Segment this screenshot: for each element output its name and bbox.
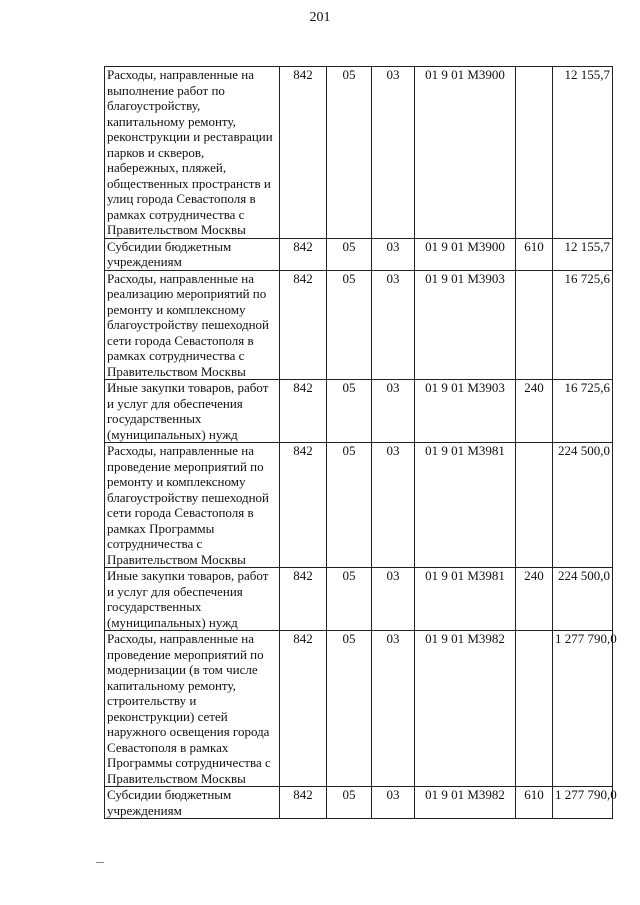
- amount-cell: 224 500,0: [553, 443, 613, 568]
- row-name-cell: Иные закупки товаров, работ и услуг для обеспечения государственных (муниципальных) нужд: [105, 568, 280, 631]
- target-article-cell: 01 9 01 М3982: [415, 631, 516, 787]
- expense-type-cell: [516, 67, 553, 239]
- amount-cell: 16 725,6: [553, 270, 613, 380]
- subsection-code-cell: 03: [372, 631, 415, 787]
- grbs-code-cell: 842: [280, 787, 327, 819]
- grbs-code-cell: 842: [280, 631, 327, 787]
- section-code-cell: 05: [327, 238, 372, 270]
- expense-type-cell: [516, 631, 553, 787]
- target-article-cell: 01 9 01 М3903: [415, 380, 516, 443]
- row-name-cell: Расходы, направленные на выполнение работ по благоустройству, капитальному ремонту, реконструкции и реставрации парков и скверов, набережных, пляжей, общественных пространств и улиц города Севастополя в рамках сотрудничества с Правительством Москвы: [105, 67, 280, 239]
- table-row: [105, 443, 613, 568]
- subsection-code-cell: 03: [372, 787, 415, 819]
- table-row: [105, 568, 613, 631]
- subsection-code-cell: 03: [372, 238, 415, 270]
- target-article-cell: 01 9 01 М3900: [415, 67, 516, 239]
- section-code-cell: 05: [327, 380, 372, 443]
- grbs-code-cell: 842: [280, 238, 327, 270]
- grbs-code-cell: 842: [280, 270, 327, 380]
- section-code-cell: 05: [327, 787, 372, 819]
- target-article-cell: 01 9 01 М3981: [415, 568, 516, 631]
- amount-cell: 224 500,0: [553, 568, 613, 631]
- target-article-cell: 01 9 01 М3981: [415, 443, 516, 568]
- amount-cell: 1 277 790,0: [553, 631, 613, 787]
- row-name-cell: Расходы, направленные на проведение мероприятий по ремонту и комплексному благоустройству пешеходной сети города Севастополя в рамках Программы сотрудничества с Правительством Москвы: [105, 443, 280, 568]
- expense-type-cell: 240: [516, 568, 553, 631]
- row-name-cell: Расходы, направленные на проведение мероприятий по модернизации (в том числе капитальному ремонту, строительству и реконструкции) сетей наружного освещения города Севастополя в рамках Программы сотрудничества с Правительством Москвы: [105, 631, 280, 787]
- target-article-cell: 01 9 01 М3900: [415, 238, 516, 270]
- section-code-cell: 05: [327, 270, 372, 380]
- expense-type-cell: [516, 270, 553, 380]
- table-row: [105, 238, 613, 270]
- row-name-cell: Субсидии бюджетным учреждениям: [105, 238, 280, 270]
- target-article-cell: 01 9 01 М3982: [415, 787, 516, 819]
- amount-cell: 12 155,7: [553, 67, 613, 239]
- amount-cell: 12 155,7: [553, 238, 613, 270]
- target-article-cell: 01 9 01 М3903: [415, 270, 516, 380]
- section-code-cell: 05: [327, 443, 372, 568]
- grbs-code-cell: 842: [280, 67, 327, 239]
- section-code-cell: 05: [327, 568, 372, 631]
- row-name-cell: Расходы, направленные на реализацию мероприятий по ремонту и комплексному благоустройству пешеходной сети города Севастополя в рамках сотрудничества с Правительством Москвы: [105, 270, 280, 380]
- table-row: [105, 380, 613, 443]
- grbs-code-cell: 842: [280, 443, 327, 568]
- table-row: [105, 270, 613, 380]
- expense-type-cell: 240: [516, 380, 553, 443]
- section-code-cell: 05: [327, 67, 372, 239]
- budget-table: [104, 66, 617, 819]
- table-row: [105, 631, 613, 787]
- row-name-cell: Субсидии бюджетным учреждениям: [105, 787, 280, 819]
- expense-type-cell: [516, 443, 553, 568]
- subsection-code-cell: 03: [372, 568, 415, 631]
- page-number: 201: [309, 10, 331, 25]
- subsection-code-cell: 03: [372, 443, 415, 568]
- footer-mark: [96, 862, 104, 863]
- row-name-cell: Иные закупки товаров, работ и услуг для обеспечения государственных (муниципальных) нужд: [105, 380, 280, 443]
- grbs-code-cell: 842: [280, 568, 327, 631]
- expense-type-cell: 610: [516, 238, 553, 270]
- section-code-cell: 05: [327, 631, 372, 787]
- budget-table-body: [105, 67, 617, 819]
- grbs-code-cell: 842: [280, 380, 327, 443]
- expense-type-cell: 610: [516, 787, 553, 819]
- table-row: [105, 67, 613, 239]
- subsection-code-cell: 03: [372, 380, 415, 443]
- subsection-code-cell: 03: [372, 270, 415, 380]
- subsection-code-cell: 03: [372, 67, 415, 239]
- table-row: [105, 787, 613, 819]
- amount-cell: 1 277 790,0: [553, 787, 613, 819]
- amount-cell: 16 725,6: [553, 380, 613, 443]
